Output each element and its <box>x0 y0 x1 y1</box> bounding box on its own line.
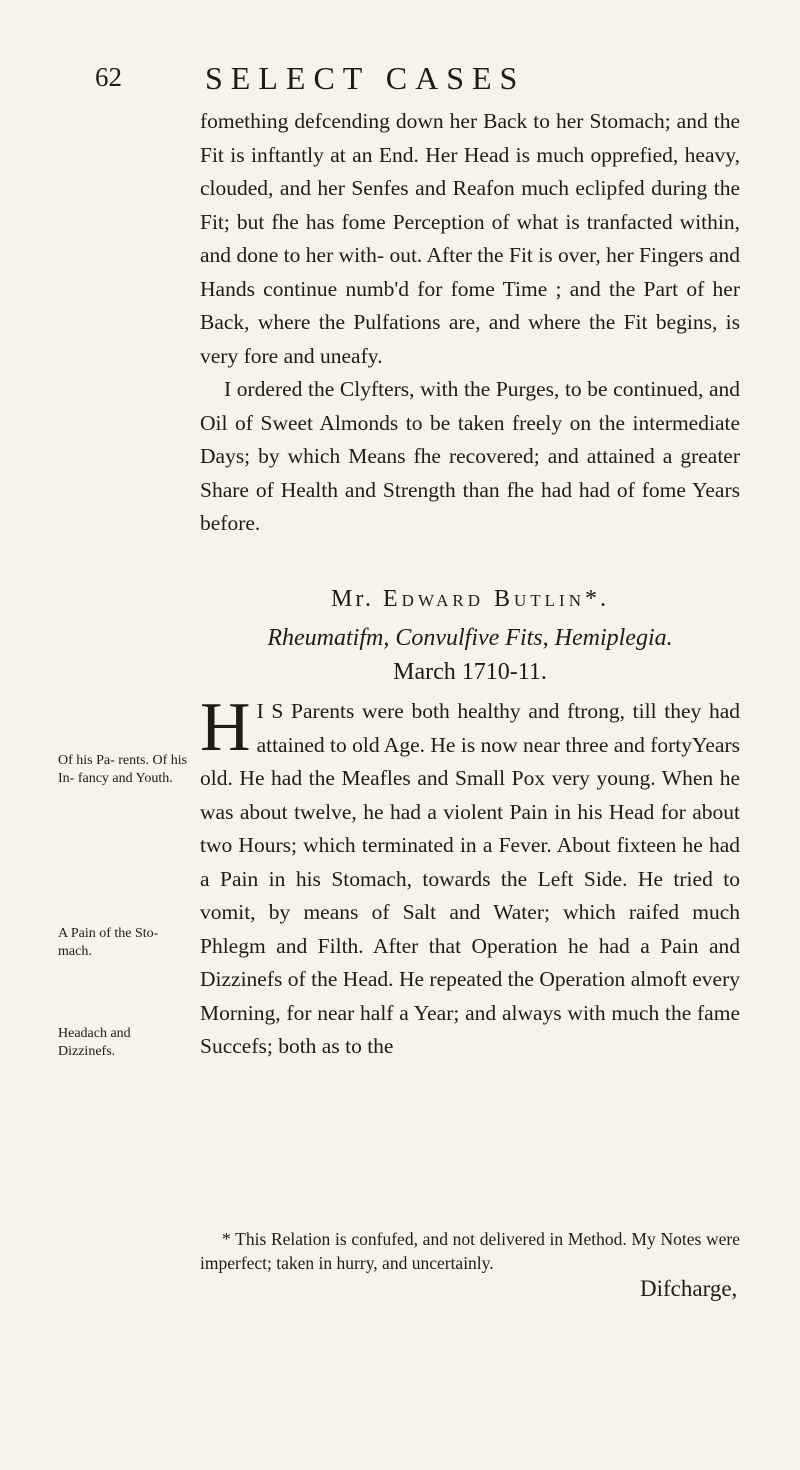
paragraph-treatment: I ordered the Clyfters, with the Purges, to be continued, and Oil of Sweet Almonds to be taken freely on the intermediate Days; by which Means fhe recovered; and attained a greater Share of Health and Strength than fhe had had of fome Years before. <box>200 377 740 535</box>
footnote-mark: *. <box>585 585 609 612</box>
page-header <box>95 60 750 100</box>
case-paragraph <box>200 689 740 1064</box>
page-number: 62 <box>95 62 122 92</box>
drop-cap: H <box>200 689 251 766</box>
margin-note-headach: Headach and Dizzinefs. <box>58 1026 131 1059</box>
margin-note-parents: Of his Pa- rents. Of his In- fancy and Youth. <box>58 753 188 786</box>
case-prefix: Mr. <box>331 585 375 612</box>
margin-note-stomach: A Pain of the Sto- mach. <box>58 926 159 959</box>
case-subtitle: Rheumatifm, Convulfive Fits, Hemiplegia. <box>267 625 673 651</box>
running-head: SELECT CASES <box>205 60 526 96</box>
footnote-text: * This Relation is confufed, and not delivered in Method. My Notes were imperfect; taken in hurry, and uncertainly. <box>200 1229 740 1273</box>
case-paragraph-text: I S Parents were both healthy and ftrong, till they had attained to old Age. He is now near three and fortyYears old. He had the Meafles and Small Pox very young. When he was about twelve, he had a violent Pain in his Head for about two Hours; which terminated in a Fever. About fixteen he had a Pain in his Stomach, towards the Left Side. He tried to vomit, by means of Salt and Water; which raifed much Phlegm and Filth. After that Operation he had a Pain and Dizzinefs of the Head. He repeated the Operation almoft every Morning, for near half a Year; and always with much the fame Succefs; both as to the <box>200 699 740 1058</box>
catchword: Difcharge, <box>640 1276 738 1301</box>
body-text <box>200 105 740 1064</box>
case-heading <box>200 583 740 617</box>
case-date: March 1710-11. <box>393 658 547 685</box>
paragraph-continued: fomething defcending down her Back to her Stomach; and the Fit is inftantly at an End. Her Head is much opprefied, heavy, clouded, and her Senfes and Reafon much eclipfed during the Fit; but fhe has fome Perception of what is tranfacted within, and done to her with- out. After the Fit is over, her Fingers and Hands continue numb'd for fome Time ; and the Part of her Back, where the Pulfations are, and where the Fit begins, is very fore and uneafy. <box>200 109 740 368</box>
patient-name: Edward Butlin <box>383 585 585 612</box>
footnote <box>200 1227 740 1275</box>
